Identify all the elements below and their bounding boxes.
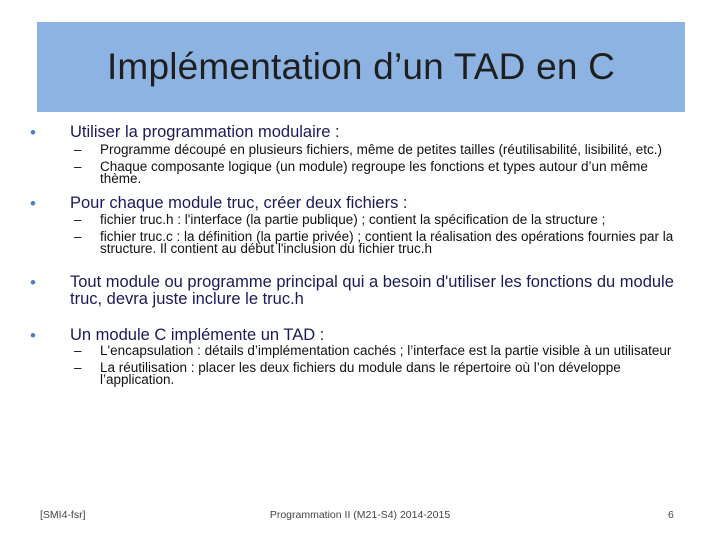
page-number: 6 [668, 509, 674, 521]
bullet-dot-icon: • [30, 326, 36, 345]
sub-bullet-4-1 [30, 345, 690, 357]
bullet-1 [30, 124, 690, 141]
slide-title: Implémentation d’un TAD en C [106, 46, 616, 87]
sub-bullet-4-2-text: La réutilisation : placer les deux fichiers du module dans le répertoire où l’on développe l’application. [100, 360, 621, 387]
dash-icon: – [74, 142, 82, 157]
bullet-4 [30, 327, 690, 344]
sub-bullet-2-2 [30, 231, 690, 255]
bullet-2-text: Pour chaque module truc, créer deux fichiers : [70, 194, 408, 212]
slide-content [30, 124, 690, 386]
dash-icon: – [74, 343, 82, 358]
sub-bullet-4-1-text: L'encapsulation : détails d’implémentation cachés ; l’interface est la partie visible à un utilisateur [100, 343, 672, 358]
dash-icon: – [74, 212, 82, 227]
bullet-3-text: Tout module ou programme principal qui a besoin d'utiliser les fonctions du module truc, devra juste inclure le truc.h [70, 273, 674, 308]
sub-bullet-1-1-text: Programme découpé en plusieurs fichiers, même de petites tailles (réutilisabilité, lisibilité, etc.) [100, 142, 662, 157]
sub-bullet-1-2 [30, 161, 690, 185]
bullet-dot-icon: • [30, 123, 36, 142]
sub-bullet-2-2-text: fichier truc.c : la définition (la partie privée) ; contient la réalisation des opérations fournies par la structure. Il contient au début l'inclusion du fichier truc.h [100, 229, 674, 256]
footer-left: [SMI4-fsr] [40, 509, 86, 521]
sub-bullet-2-1 [30, 214, 690, 226]
bullet-dot-icon: • [30, 273, 36, 292]
bullet-4-text: Un module C implémente un TAD : [70, 326, 325, 344]
bullet-1-text: Utiliser la programmation modulaire : [70, 123, 340, 141]
sub-bullet-2-1-text: fichier truc.h : l'interface (la partie publique) ; contient la spécification de la structure ; [100, 212, 606, 227]
bullet-3 [30, 274, 690, 308]
sub-bullet-4-2 [30, 362, 690, 386]
sub-bullet-1-1 [30, 144, 690, 156]
dash-icon: – [74, 360, 82, 375]
bullet-2 [30, 195, 690, 212]
title-banner [37, 22, 685, 112]
dash-icon: – [74, 229, 82, 244]
dash-icon: – [74, 159, 82, 174]
sub-bullet-1-2-text: Chaque composante logique (un module) regroupe les fonctions et types autour d’un même thème. [100, 159, 648, 186]
bullet-dot-icon: • [30, 194, 36, 213]
footer-center: Programmation II (M21-S4) 2014-2015 [269, 509, 451, 521]
